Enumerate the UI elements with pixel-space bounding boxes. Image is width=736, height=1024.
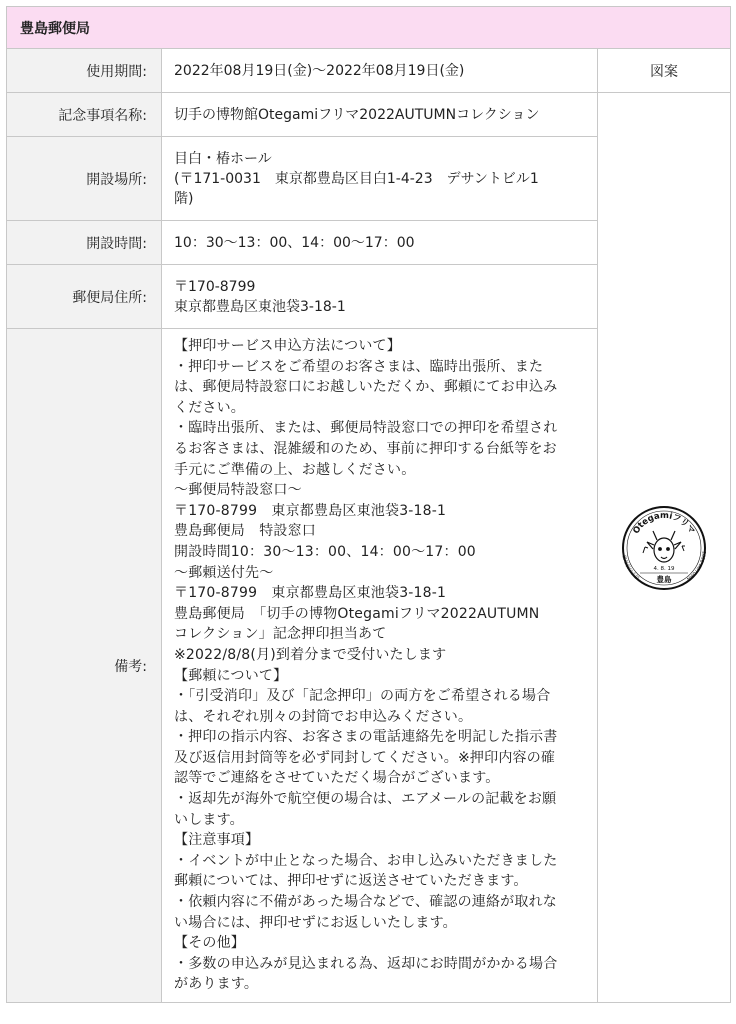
notes-line: 【その他】 [174, 935, 245, 952]
stamp-date: 4. 8. 19 [653, 565, 675, 572]
design-cell [598, 93, 731, 1003]
notes-line: ・押印サービスをご希望のお客さまは、臨時出張所、また [174, 358, 544, 375]
notes-line: ・依頼内容に不備があった場合などで、確認の連絡が取れな [174, 894, 557, 911]
address-line: 〒170-8799 [174, 278, 256, 295]
notes-line: ください。 [174, 399, 245, 416]
stamp-left-text: 切手の博物館 [622, 553, 642, 580]
hours-label: 開設時間: [7, 221, 162, 265]
notes-line: ・返却先が海外で航空便の場合は、エアメールの記載をお願 [174, 791, 557, 808]
notes-line: い場合には、押印せずにお返しいたします。 [174, 914, 457, 931]
notes-line: ・臨時出張所、または、郵便局特設窓口での押印を希望され [174, 420, 558, 437]
notes-line: 郵頼については、押印せずに返送させていただきます。 [174, 873, 528, 890]
notes-line: ～郵頼送付先～ [174, 564, 274, 581]
notes-value [162, 329, 598, 1003]
postmark-info-table [6, 6, 731, 1003]
notes-line: 及び返信用封筒等を必ず同封してください。※押印内容の確 [174, 749, 556, 766]
venue-line: 目白・椿ホール [174, 150, 272, 167]
notes-line: コレクション」記念押印担当あて [174, 626, 387, 643]
notes-label: 備考: [7, 329, 162, 1003]
notes-line: るお客さまは、混雑緩和のため、事前に押印する台紙等をお [174, 440, 557, 457]
notes-line: 開設時間10：30～13：00、14：00～17：00 [174, 543, 476, 560]
design-header: 図案 [598, 49, 731, 93]
notes-line: ～郵便局特設窓口～ [174, 482, 302, 499]
event-name-label: 記念事項名称: [7, 93, 162, 137]
venue-line: (〒171-0031 東京都豊島区目白1-4-23 デサントビル1 [174, 170, 539, 187]
stamp-top-text: Otegamiフリマ [631, 510, 697, 536]
notes-line: ・「引受消印」及び「記念押印」の両方をご希望される場合 [174, 688, 551, 705]
notes-line: ・押印の指示内容、お客さまの電話連絡先を明記した指示書 [174, 729, 558, 746]
office-address-value [162, 265, 598, 329]
notes-line: ・多数の申込みが見込まれる為、返却にお時間がかかる場合 [174, 955, 558, 972]
notes-line: 手元にご準備の上、お越しください。 [174, 461, 416, 478]
notes-line: 〒170-8799 東京都豊島区東池袋3-18-1 [174, 502, 447, 519]
event-name-value: 切手の博物館Otegamiフリマ2022AUTUMNコレクション [162, 93, 598, 137]
hours-value: 10：30～13：00、14：00～17：00 [162, 221, 598, 265]
notes-line: は、郵便局特設窓口にお越しいただくか、郵頼にてお申込み [174, 379, 558, 396]
notes-line: 【押印サービス申込方法について】 [174, 338, 401, 354]
notes-line: 認等でご連絡をさせていただく場合がございます。 [174, 770, 500, 787]
period-value: 2022年08月19日(金)～2022年08月19日(金) [162, 49, 598, 93]
stamp-right-text: 2022 AUTUMN [685, 550, 706, 581]
venue-value [162, 137, 598, 221]
notes-line: 豊島郵便局 特設窓口 [174, 523, 316, 540]
period-label: 使用期間: [7, 49, 162, 93]
notes-line: 〒170-8799 東京都豊島区東池袋3-18-1 [174, 585, 447, 602]
notes-line: があります。 [174, 976, 259, 993]
notes-line: ※2022/8/8(月)到着分まで受付いたします [174, 646, 447, 663]
commemorative-postmark-image [620, 504, 708, 592]
notes-line: は、それぞれ別々の封筒でお申込みください。 [174, 708, 473, 725]
notes-line: 豊島郵便局 「切手の博物Otegamiフリマ2022AUTUMN [174, 605, 540, 622]
venue-line: 階) [174, 190, 194, 207]
office-address-label: 郵便局住所: [7, 265, 162, 329]
notes-line: 【注意事項】 [174, 832, 260, 849]
venue-label: 開設場所: [7, 137, 162, 221]
address-line: 東京都豊島区東池袋3-18-1 [174, 298, 346, 315]
post-office-name: 豊島郵便局 [7, 7, 731, 49]
notes-line: ・イベントが中止となった場合、お申し込みいただきました [174, 852, 558, 869]
stamp-office-name: 豊島 [656, 574, 672, 584]
notes-line: いします。 [174, 811, 244, 828]
notes-line: 【郵頼について】 [174, 667, 288, 684]
